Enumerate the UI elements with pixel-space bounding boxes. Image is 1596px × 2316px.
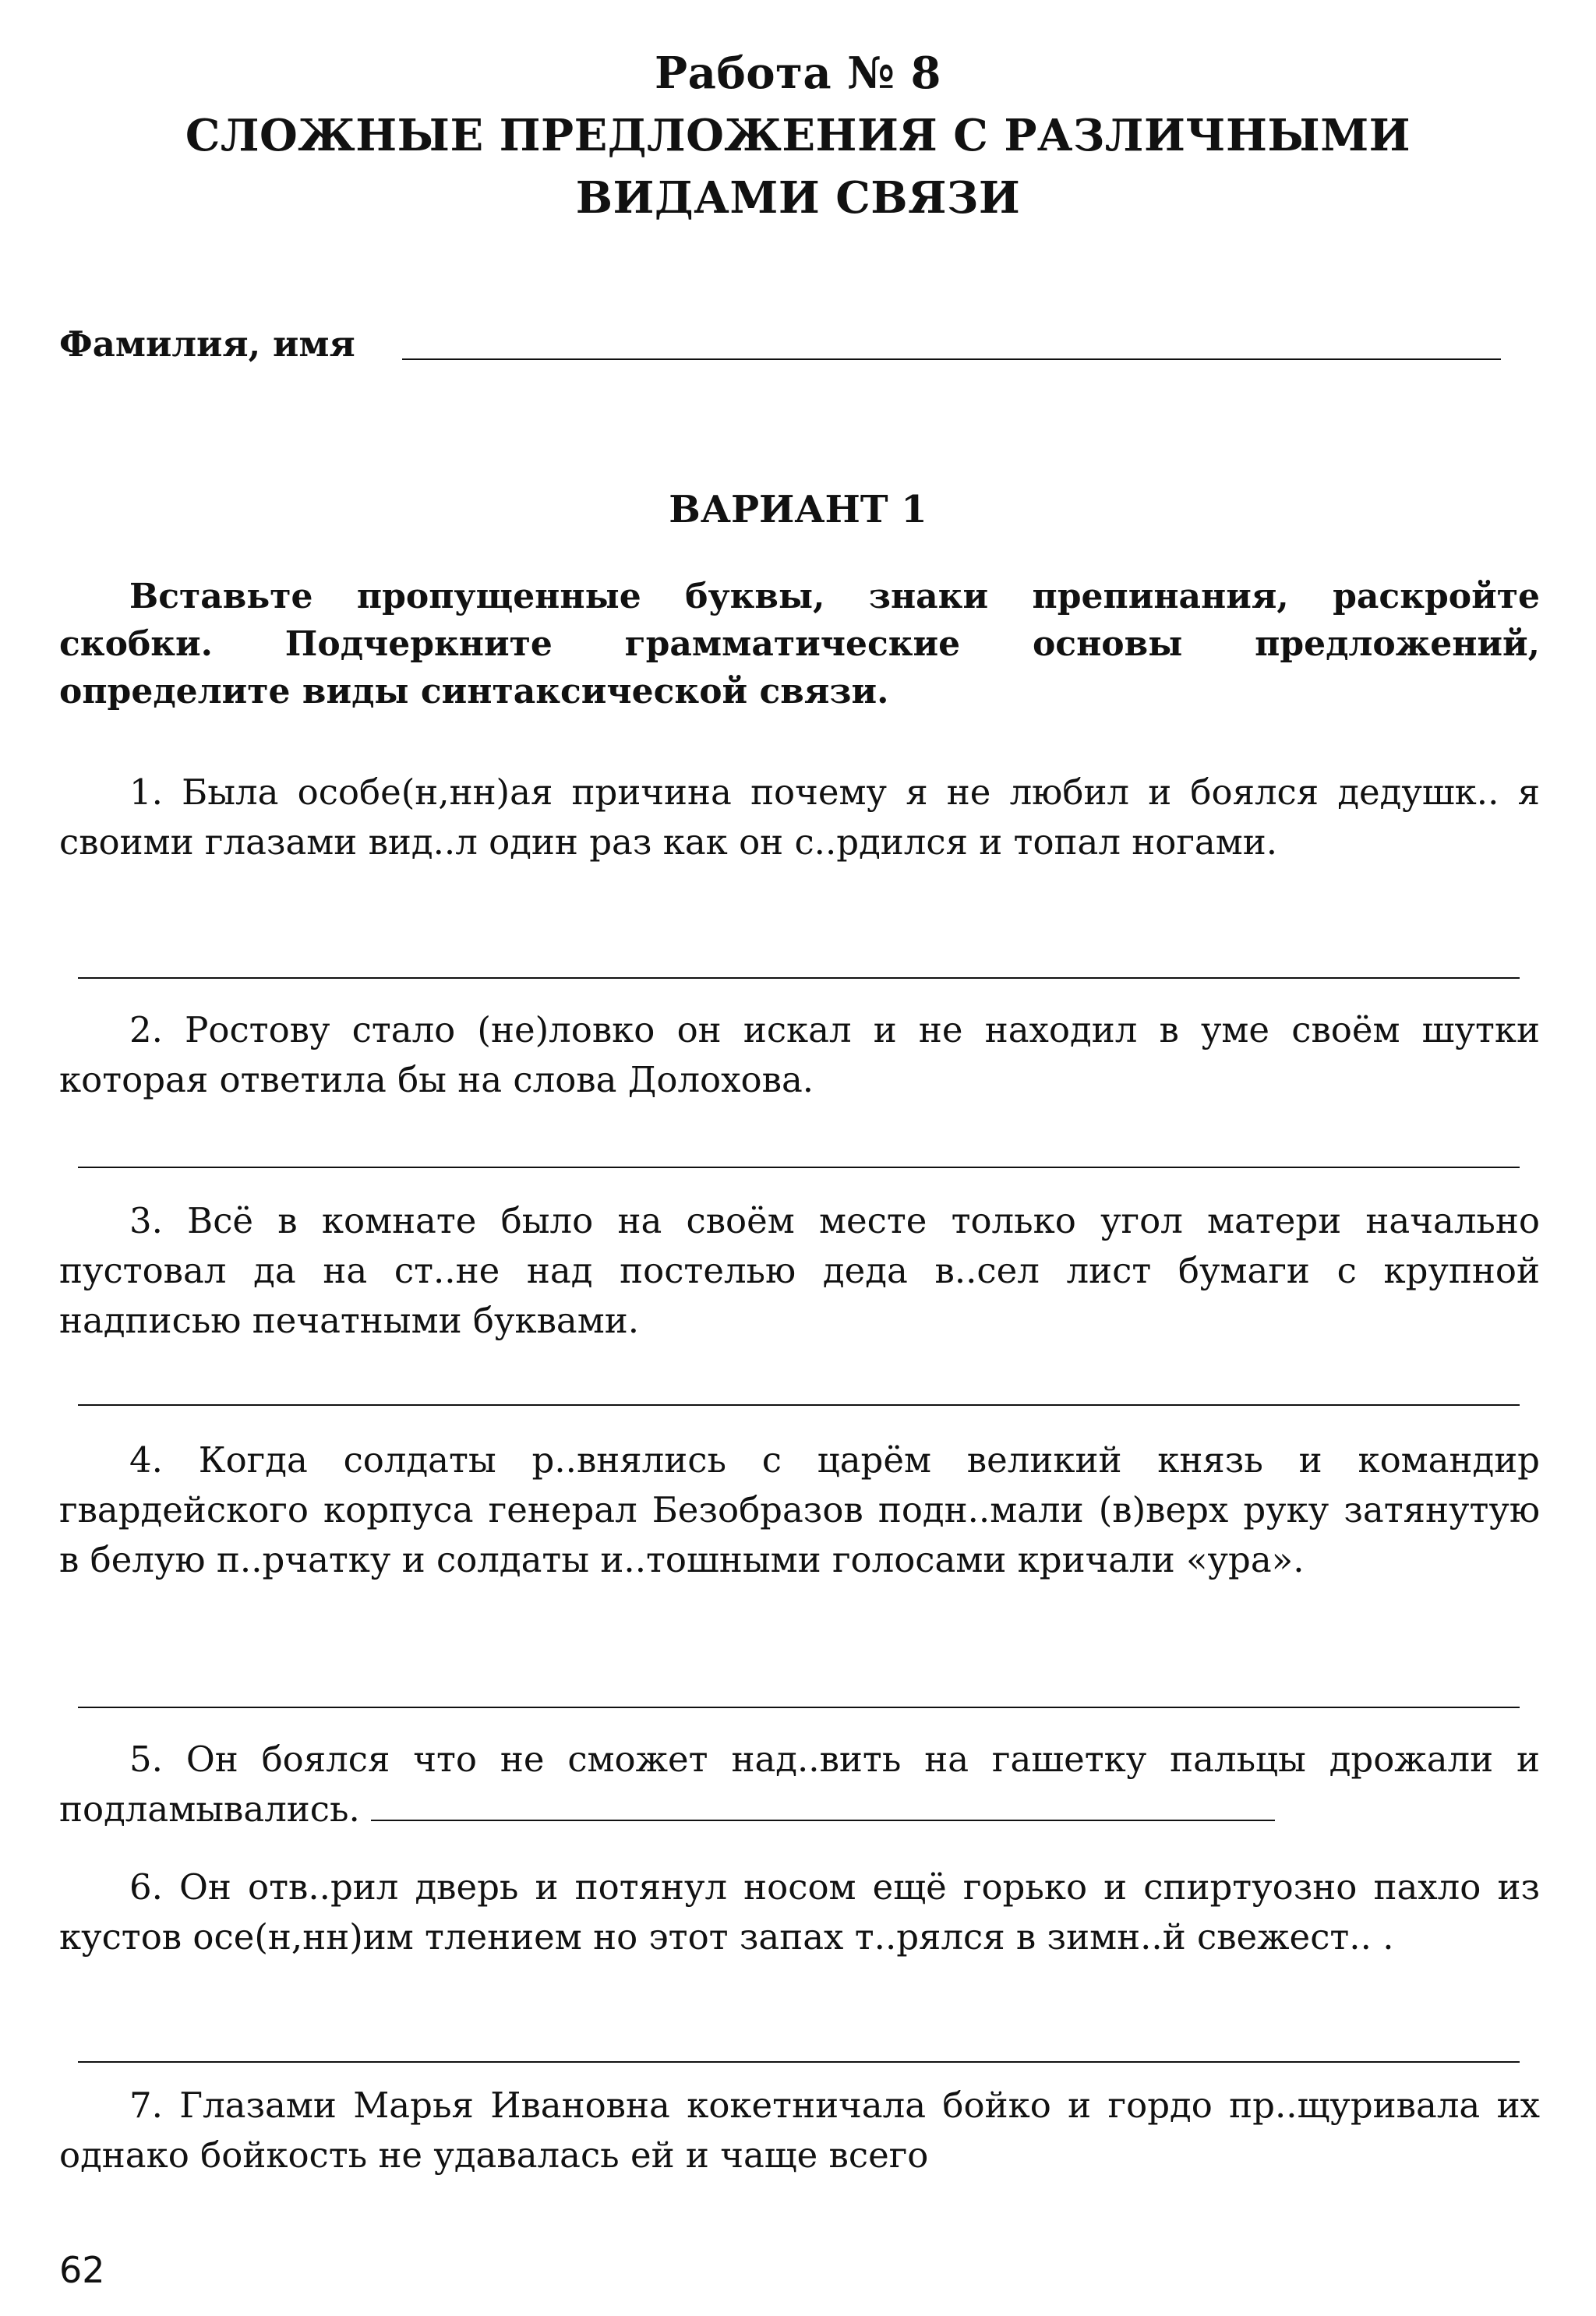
task-5 <box>59 1735 1540 1834</box>
answer-line-6[interactable] <box>78 2061 1520 2063</box>
task-1: 1. Была особе(н,нн)ая причина почему я не любил и боялся дедушк.. я своими глазами вид..л один раз как он с..рдился и топал ногами. <box>59 771 1540 863</box>
task-3: 3. Всё в комнате было на своём месте только угол матери начально пустовал да на ст..не над постелью деда в..сел лист бумаги с крупной надписью печатными буквами. <box>59 1200 1540 1341</box>
answer-line-1[interactable] <box>78 977 1520 979</box>
task-2: 2. Ростову стало (не)ловко он искал и не находил в уме своём шутки которая ответила бы на слова Долохова. <box>59 1009 1540 1100</box>
page-number: 62 <box>59 2249 105 2291</box>
work-number: Работа № 8 <box>655 48 941 99</box>
variant-heading: ВАРИАНТ 1 <box>669 488 927 531</box>
answer-line-5[interactable] <box>371 1820 1275 1821</box>
answer-line-4[interactable] <box>78 1707 1520 1708</box>
answer-line-2[interactable] <box>78 1167 1520 1168</box>
task-4: 4. Когда солдаты р..внялись с царём великий князь и командир гвардейского корпуса генерал Безобразов подн..мали (в)верх руку затянутую в белую п..рчатку и солдаты и..тошными голосами кричали «ура». <box>59 1439 1540 1580</box>
task-6: 6. Он отв..рил дверь и потянул носом ещё горько и спиртуозно пахло из кустов осе(н,нн)им тлением но этот запах т..рялся в зимн..й свежест.. . <box>59 1866 1540 1958</box>
instruction-text: Вставьте пропущенные буквы, знаки препинания, раскройте скобки. Подчеркните грамматические основы предложений, определите виды синтаксической связи. <box>59 577 1540 711</box>
task-7: 7. Глазами Марья Ивановна кокетничала бойко и гордо пр..щуривала их однако бойкость не удавалась ей и чаще всего <box>59 2085 1540 2176</box>
title-line-1: СЛОЖНЫЕ ПРЕДЛОЖЕНИЯ С РАЗЛИЧНЫМИ <box>185 110 1411 161</box>
title-line-2: ВИДАМИ СВЯЗИ <box>575 172 1021 224</box>
name-field[interactable] <box>402 358 1501 360</box>
task-5-text: 5. Он боялся что не сможет над..вить на гашетку пальцы дрожали и подламывались. <box>59 1739 1540 1830</box>
name-label: Фамилия, имя <box>59 323 355 365</box>
answer-line-3[interactable] <box>78 1404 1520 1406</box>
student-name-row <box>59 320 1501 369</box>
